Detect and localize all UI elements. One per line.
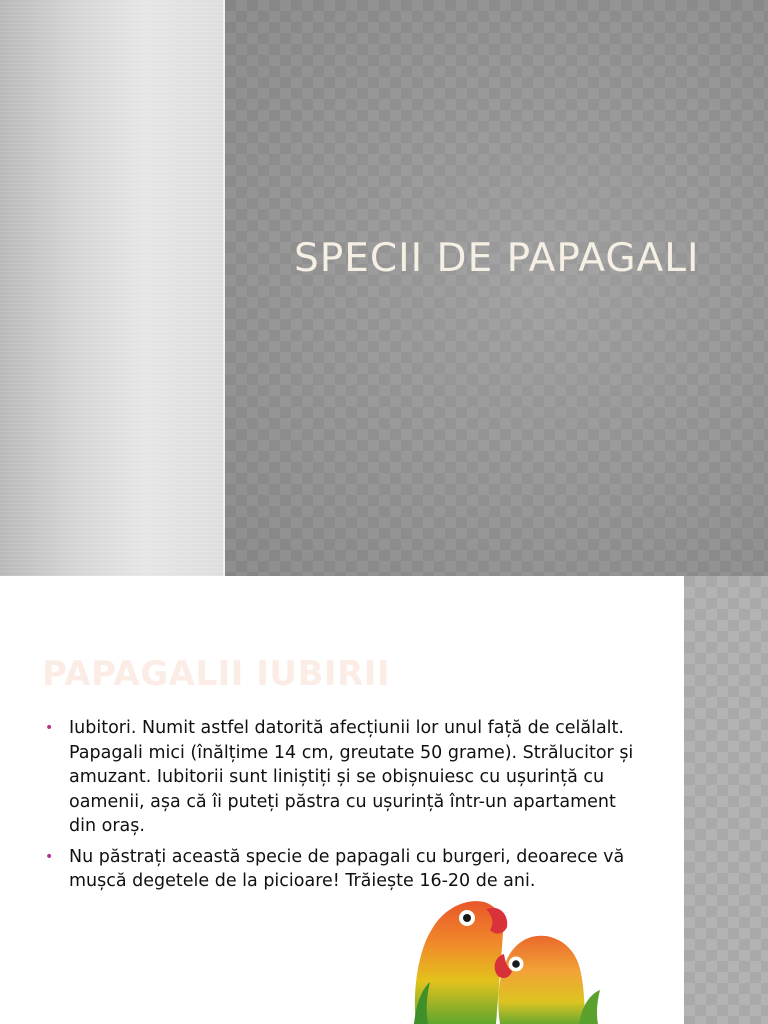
slide-title: SPECII DE PAPAGALI	[294, 236, 700, 281]
list-item-text: Iubitori. Numit astfel datorită afecțiunii lor unul față de celălalt. Papagali mici (înălțime 14 cm, greutate 50 grame). Strălucitor și amuzant. Iubitorii sunt liniștiți și se obișnuiesc cu ușurință cu oamenii, așa că îi puteți păstra cu ușurință într-un apartament din oraș.	[69, 718, 634, 836]
list-item	[42, 716, 642, 839]
list-item	[42, 845, 642, 894]
bullet-icon: •	[45, 720, 54, 736]
lovebirds-image	[404, 894, 609, 1024]
list-item-text: Nu păstrați această specie de papagali cu burgeri, deoarece vă mușcă degetele de la picioare! Trăiește 16-20 de ani.	[69, 846, 625, 891]
right-pattern-strip	[684, 576, 768, 1024]
bullet-icon: •	[45, 848, 54, 865]
bullet-list	[42, 716, 642, 900]
content-slide	[0, 576, 768, 1024]
slide-heading: PAPAGALII IUBIRII	[42, 654, 391, 694]
left-gradient-panel	[0, 0, 224, 576]
patterned-title-panel	[225, 0, 768, 576]
